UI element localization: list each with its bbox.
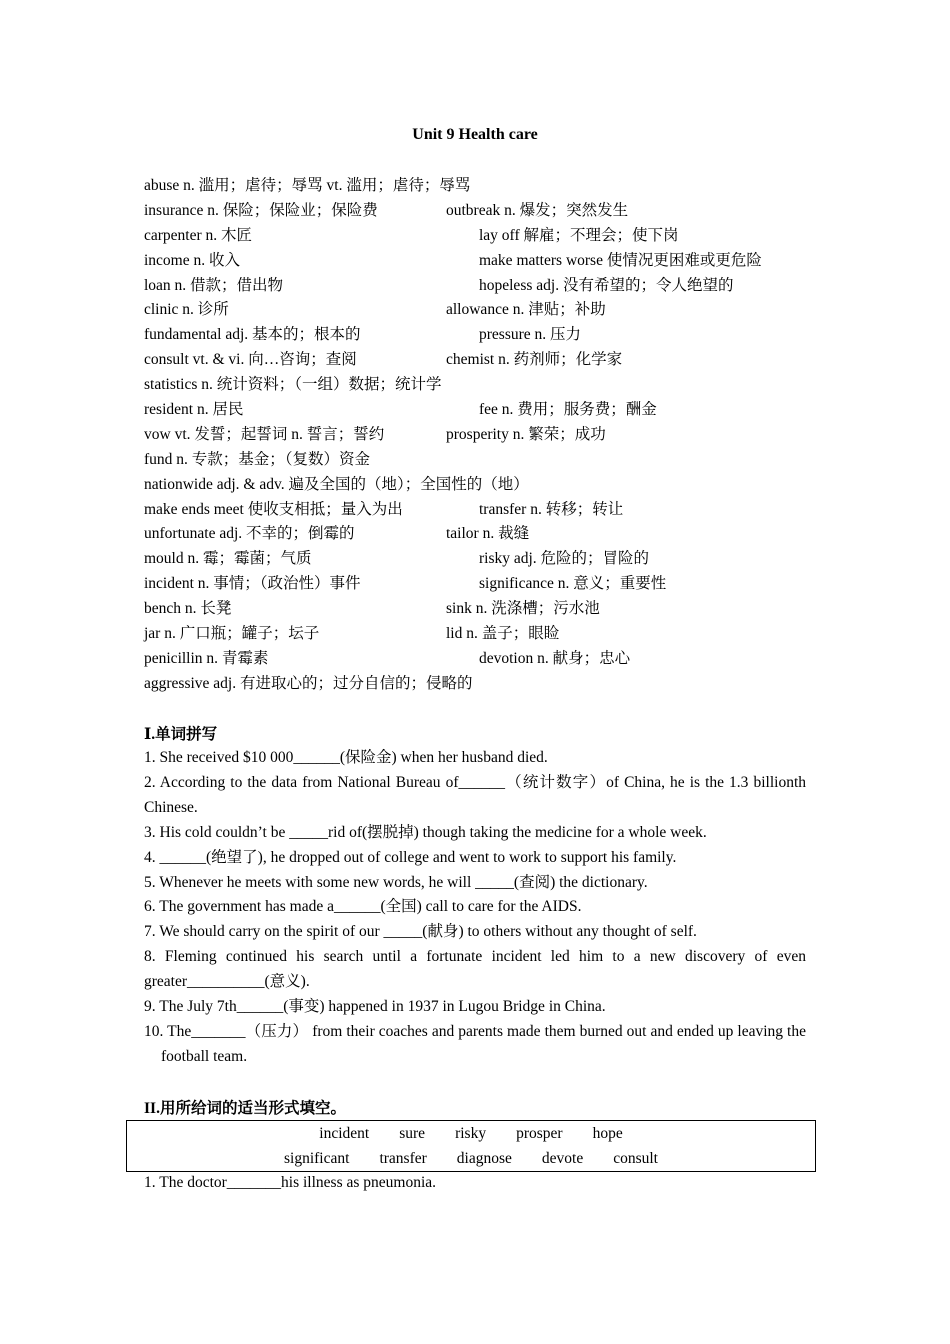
vocab-row: [144, 647, 824, 672]
vocab-row: [144, 672, 824, 697]
word-bank-word: diagnose: [456, 1150, 512, 1167]
vocab-entry-left: loan n. 借款；借出物: [144, 276, 284, 294]
vocab-entry-right: tailor n. 裁缝: [446, 525, 530, 543]
exercise-item: 8. Fleming continued his search until a fortunate incident led him to a new discovery of even greater__________(意义).: [144, 948, 806, 991]
vocab-entry-left: fundamental adj. 基本的；根本的: [144, 326, 361, 344]
vocab-row: [144, 597, 824, 622]
vocab-entry-right: allowance n. 津贴；补助: [446, 301, 606, 319]
vocab-row: [144, 224, 824, 249]
vocab-row: [144, 373, 824, 398]
vocab-row: [144, 473, 824, 498]
vocab-entry-left: bench n. 长凳: [144, 600, 232, 618]
vocab-entry-left: statistics n. 统计资料；（一组）数据；统计学: [144, 376, 442, 394]
word-bank-box: [126, 1120, 816, 1172]
vocab-entry-right: hopeless adj. 没有希望的；令人绝望的: [479, 276, 734, 294]
vocab-row: [144, 522, 824, 547]
vocab-entry-right: pressure n. 压力: [479, 326, 582, 344]
exercise-item: 6. The government has made a______(全国) call to care for the AIDS.: [144, 898, 582, 916]
vocab-row: [144, 274, 824, 299]
word-bank-word: devote: [541, 1150, 584, 1167]
word-bank-word: risky: [455, 1125, 487, 1142]
word-bank-word: significant: [284, 1150, 350, 1167]
word-bank-word: transfer: [379, 1150, 427, 1167]
vocab-row: [144, 348, 824, 373]
vocab-entry-left: income n. 收入: [144, 251, 240, 269]
vocab-row: [144, 448, 824, 473]
vocab-entry-right: sink n. 洗涤槽；污水池: [446, 600, 600, 618]
vocab-entry-left: mould n. 霉；霉菌；气质: [144, 550, 312, 568]
vocab-row: [144, 398, 824, 423]
exercise-item: 9. The July 7th______(事变) happened in 1937 in Lugou Bridge in China.: [144, 998, 606, 1016]
vocabulary-list: [144, 174, 824, 697]
vocab-entry-right: risky adj. 危险的；冒险的: [479, 550, 650, 568]
exercise-item: 1. She received $10 000______(保险金) when her husband died.: [144, 749, 548, 766]
vocab-entry-left: carpenter n. 木匠: [144, 226, 253, 244]
section-2-heading: II.用所给词的适当形式填空。: [144, 1100, 346, 1117]
vocab-entry-left: vow vt. 发誓；起誓词 n. 誓言；誓约: [144, 425, 385, 443]
fill-in-question-1: 1. The doctor_______his illness as pneumonia.: [144, 1174, 437, 1191]
vocab-entry-right: make matters worse 使情况更困难或更危险: [479, 251, 762, 269]
word-bank-word: sure: [399, 1125, 426, 1142]
vocab-row: [144, 498, 824, 523]
vocab-row: [144, 249, 824, 274]
vocab-entry-right: chemist n. 药剂师；化学家: [446, 351, 623, 369]
exercise-item: 4. ______(绝望了), he dropped out of college and went to work to support his family.: [144, 848, 677, 866]
vocab-entry-left: aggressive adj. 有进取心的；过分自信的；侵略的: [144, 674, 473, 692]
vocab-entry-right: devotion n. 献身；忠心: [479, 649, 631, 667]
vocab-entry-left: resident n. 居民: [144, 401, 244, 419]
page-title: Unit 9 Health care: [412, 126, 538, 143]
vocab-entry-left: clinic n. 诊所: [144, 301, 229, 319]
vocab-entry-right: prosperity n. 繁荣；成功: [446, 425, 606, 443]
vocab-entry-left: fund n. 专款；基金；（复数）资金: [144, 450, 371, 468]
word-bank-word: consult: [613, 1150, 658, 1167]
word-bank-word: prosper: [516, 1125, 563, 1142]
vocab-row: [144, 547, 824, 572]
vocab-row: [144, 174, 824, 199]
word-bank-line-2: [127, 1147, 815, 1171]
vocab-entry-right: transfer n. 转移；转让: [479, 500, 624, 518]
word-bank-word: incident: [319, 1125, 370, 1142]
vocab-entry-left: incident n. 事情；（政治性）事件: [144, 575, 361, 593]
vocab-row: [144, 622, 824, 647]
vocab-row: [144, 199, 824, 224]
exercise-item: 10. The_______（压力） from their coaches and parents made them burned out and ended up leaving the football team.: [144, 1022, 806, 1065]
word-bank-line-1: [127, 1122, 815, 1146]
word-bank-word: hope: [592, 1125, 623, 1142]
vocab-entry-right: fee n. 费用；服务费；酬金: [479, 401, 657, 419]
spelling-exercise-list: [144, 746, 806, 1070]
exercise-item: 7. We should carry on the spirit of our _____(献身) to others without any thought of self.: [144, 923, 697, 941]
vocab-entry-left: consult vt. & vi. 向…咨询；查阅: [144, 351, 357, 369]
vocab-entry-left: make ends meet 使收支相抵；量入为出: [144, 500, 403, 518]
vocab-entry-right: outbreak n. 爆发；突然发生: [446, 201, 629, 219]
vocab-entry-left: penicillin n. 青霉素: [144, 649, 269, 667]
exercise-item: 5. Whenever he meets with some new words, he will _____(查阅) the dictionary.: [144, 873, 648, 891]
vocab-entry-left: unfortunate adj. 不幸的；倒霉的: [144, 525, 355, 543]
vocab-row: [144, 323, 824, 348]
vocab-row: [144, 423, 824, 448]
vocab-entry-right: lay off 解雇；不理会；使下岗: [479, 226, 679, 244]
exercise-item: 2. According to the data from National Bureau of______（统计数字）of China, he is the 1.3 billionth Chinese.: [144, 773, 806, 816]
vocab-row: [144, 572, 824, 597]
section-1-heading: Ⅰ.单词拼写: [144, 726, 218, 743]
exercise-item: 3. His cold couldn’t be _____rid of(摆脱掉) though taking the medicine for a whole week.: [144, 823, 707, 841]
vocab-entry-left: nationwide adj. & adv. 遍及全国的（地）；全国性的（地）: [144, 475, 529, 493]
vocab-entry-right: lid n. 盖子；眼睑: [446, 625, 560, 643]
vocab-entry-right: significance n. 意义；重要性: [479, 575, 667, 593]
vocab-row: [144, 298, 824, 323]
vocab-entry-left: insurance n. 保险；保险业；保险费: [144, 201, 378, 219]
vocab-entry-left: jar n. 广口瓶；罐子；坛子: [144, 625, 320, 643]
vocab-entry-left: abuse n. 滥用；虐待；辱骂 vt. 滥用；虐待；辱骂: [144, 177, 471, 194]
